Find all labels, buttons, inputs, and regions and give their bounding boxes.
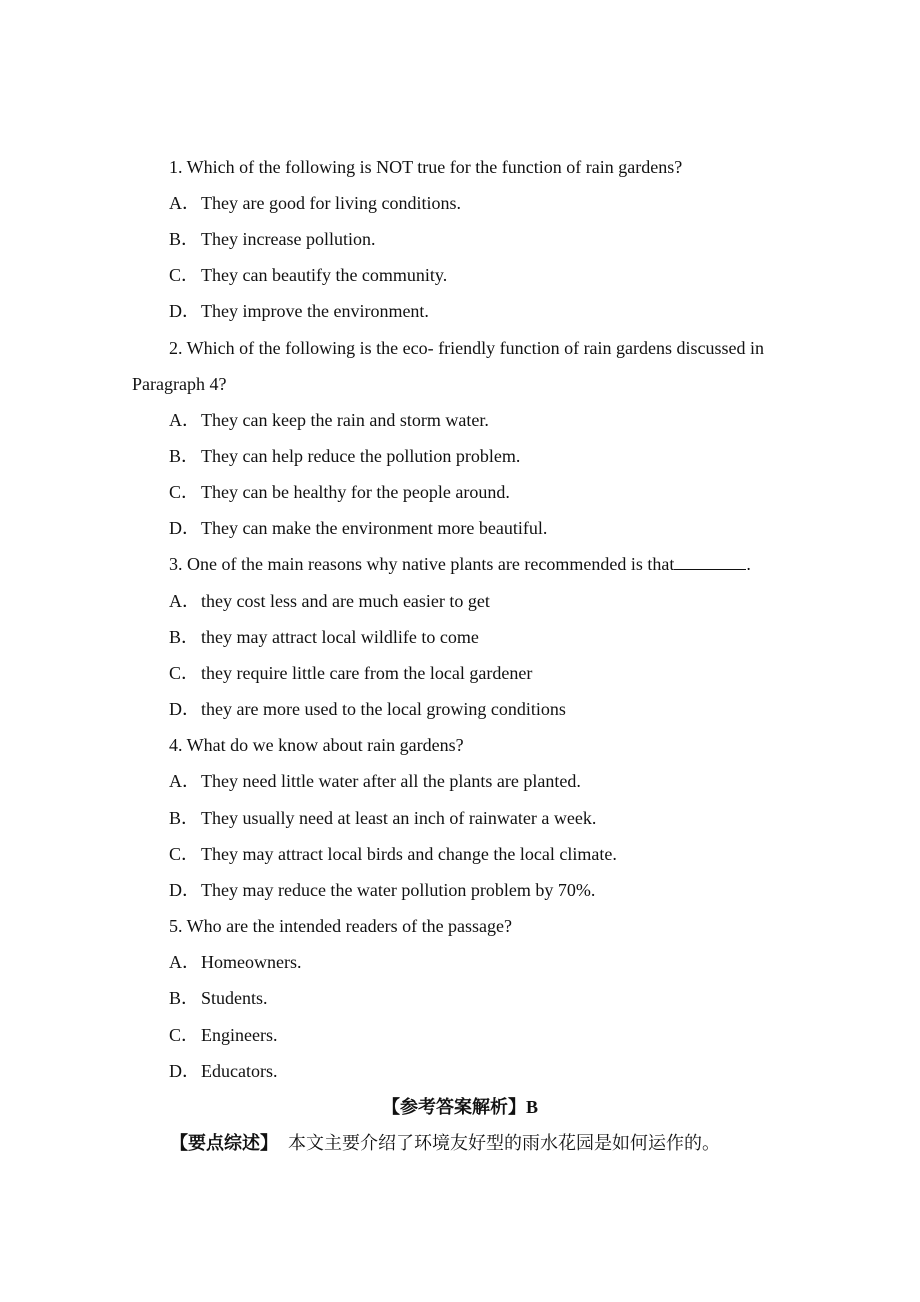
question-1-option-a: A．They are good for living conditions.: [169, 193, 461, 213]
question-5-option-a: A．Homeowners.: [169, 952, 302, 972]
question-1-option-d: D．They improve the environment.: [169, 301, 429, 321]
summary-tag: 【要点综述】: [170, 1133, 278, 1154]
question-1-option-c: C． They can beautify the community.: [169, 265, 448, 285]
summary-text: 本文主要介绍了环境友好型的雨水花园是如何运作的。: [288, 1133, 720, 1154]
question-5-stem: 5. Who are the intended readers of the passage?: [169, 916, 513, 936]
question-2-stem-continued: Paragraph 4?: [132, 374, 227, 394]
question-2-option-c: C． They can be healthy for the people around.: [169, 482, 510, 502]
question-5-option-d: D．Educators.: [169, 1061, 278, 1081]
question-4-option-a: A．They need little water after all the plants are planted.: [169, 771, 581, 791]
question-1-option-b: B． They increase pollution.: [169, 229, 376, 249]
question-5-option-b: B． Students.: [169, 988, 268, 1008]
question-3-option-a: A．they cost less and are much easier to get: [169, 591, 490, 611]
question-1-stem: 1. Which of the following is NOT true for the function of rain gardens?: [169, 157, 683, 177]
question-4-stem: 4. What do we know about rain gardens?: [169, 735, 464, 755]
question-2-option-a: A．They can keep the rain and storm water.: [169, 410, 489, 430]
question-2-option-b: B． They can help reduce the pollution problem.: [169, 446, 521, 466]
answer-blank: [674, 552, 746, 570]
question-4-option-c: C． They may attract local birds and change the local climate.: [169, 844, 617, 864]
question-3-stem: 3. One of the main reasons why native plants are recommended is that .: [169, 554, 751, 574]
question-2-stem: 2. Which of the following is the eco‑ friendly function of rain gardens discussed in: [169, 338, 765, 358]
question-5-option-c: C． Engineers.: [169, 1025, 278, 1045]
summary-line: [170, 1131, 720, 1156]
question-3-option-d: D．they are more used to the local growing conditions: [169, 699, 566, 719]
question-4-option-b: B． They usually need at least an inch of rainwater a week.: [169, 808, 597, 828]
answer-value: B: [525, 1097, 538, 1117]
question-3-option-c: C． they require little care from the local gardener: [169, 663, 533, 683]
question-4-option-d: D．They may reduce the water pollution problem by 70%.: [169, 880, 596, 900]
question-3-option-b: B． they may attract local wildlife to come: [169, 627, 479, 647]
question-2-option-d: D．They can make the environment more beautiful.: [169, 518, 548, 538]
answer-heading: 【参考答案解析】B: [381, 1097, 538, 1118]
